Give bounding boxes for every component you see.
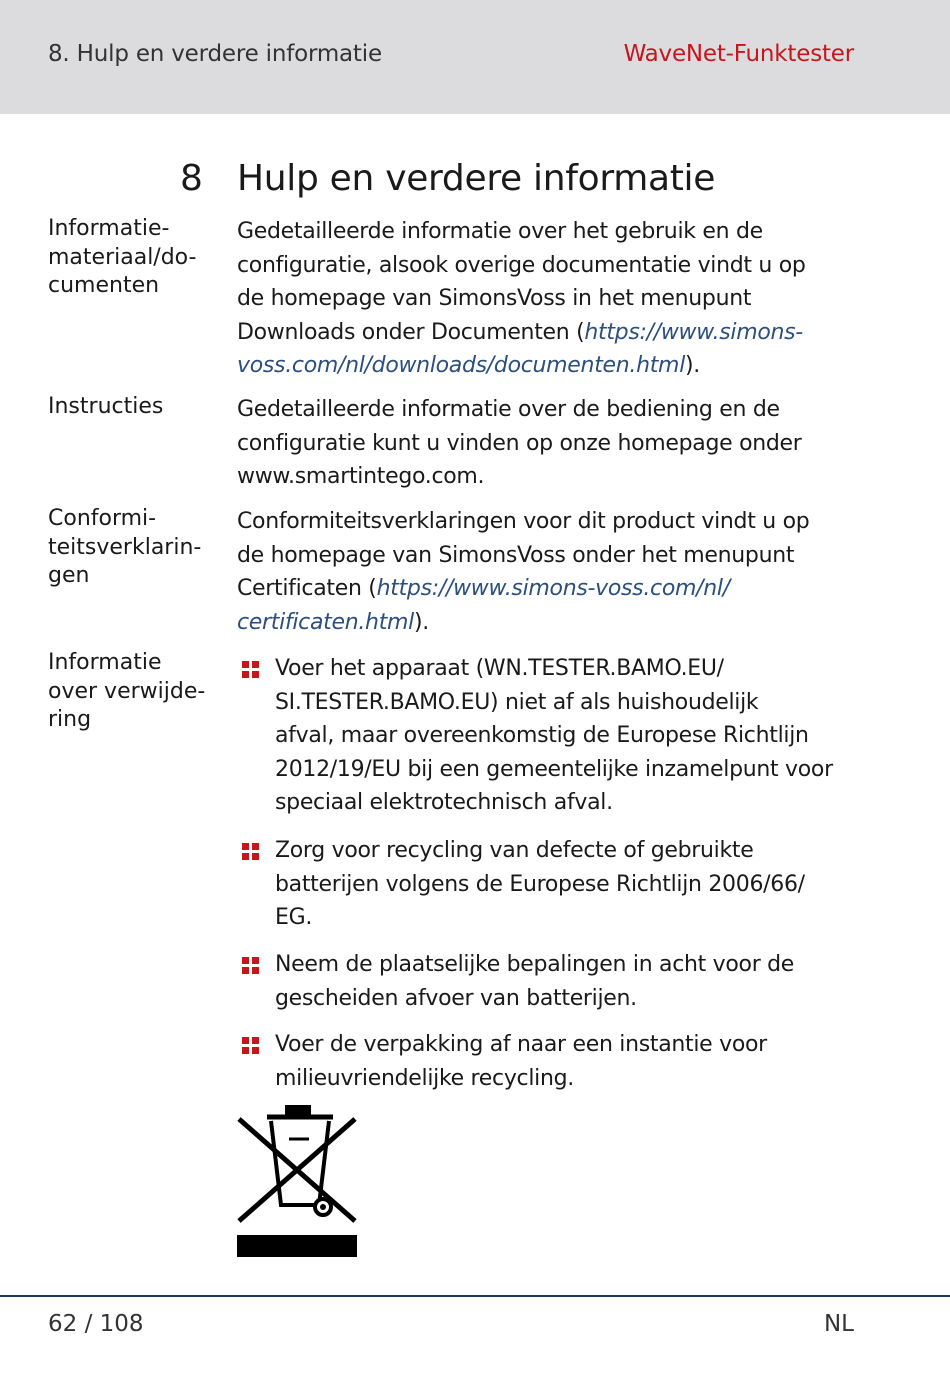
bullet-line: afval, maar overeenkomstig de Europese Richtlijn	[275, 723, 809, 749]
bullet-line: milieuvriendelijke recycling.	[275, 1065, 574, 1091]
info-paragraph	[237, 215, 877, 383]
page-number: 62 / 108	[48, 1311, 144, 1337]
bullet-marker-icon	[242, 843, 260, 861]
margin-label-disposal	[48, 649, 218, 735]
para-line: de homepage van SimonsVoss onder het menupunt	[237, 542, 795, 568]
para-text: ).	[413, 609, 429, 635]
bullet-marker-icon	[242, 1037, 260, 1055]
bullet-text	[275, 1028, 877, 1095]
chapter-title: Hulp en verdere informatie	[237, 158, 716, 199]
para-line: configuratie, alsook overige documentatie vindt u op	[237, 252, 806, 278]
bullet-line: 2012/19/EU bij een gemeentelijke inzamelpunt voor	[275, 756, 833, 782]
bullet-line: EG.	[275, 905, 313, 931]
para-line: www.smartintego.com.	[237, 464, 485, 490]
para-line: de homepage van SimonsVoss in het menupunt	[237, 286, 752, 312]
instructions-paragraph	[237, 393, 877, 494]
para-line	[237, 349, 877, 383]
para-line: configuratie kunt u vinden op onze homepage onder	[237, 430, 802, 456]
margin-label-conformity	[48, 505, 218, 591]
label-line: cumenten	[48, 273, 160, 298]
para-line	[237, 316, 877, 350]
label-line: teitsverklarin-	[48, 534, 202, 560]
para-text: Certificaten (	[237, 576, 377, 602]
bullet-marker-icon	[242, 661, 260, 679]
bullet-text	[275, 948, 877, 1015]
bullet-line: Zorg voor recycling van defecte of gebruikte	[275, 838, 754, 863]
documents-link[interactable]: https://www.simons-	[584, 319, 803, 345]
conformity-paragraph	[237, 505, 877, 639]
label-line: Informatie-	[48, 216, 170, 241]
crossed-out-wheelie-bin-icon	[237, 1105, 357, 1257]
bullet-line: speciaal elektrotechnisch afval.	[275, 790, 613, 816]
para-line: Gedetailleerde informatie over het gebruik en de	[237, 219, 763, 244]
page-header	[0, 0, 950, 114]
disposal-bullet	[237, 948, 877, 1015]
language-code: NL	[823, 1311, 854, 1337]
certificates-link[interactable]: https://www.simons-voss.com/nl/	[376, 576, 730, 602]
disposal-bullet	[237, 1028, 877, 1095]
bullet-marker-icon	[242, 957, 260, 975]
bullet-text	[275, 834, 877, 935]
label-line: ring	[48, 707, 92, 732]
para-line	[237, 606, 877, 640]
certificates-link-cont[interactable]: certificaten.html	[237, 609, 414, 635]
para-line	[237, 572, 877, 606]
bullet-line: batterijen volgens de Europese Richtlijn 2006/66/	[275, 871, 805, 897]
header-product-name: WaveNet-Funktester	[623, 41, 854, 67]
bullet-text	[275, 652, 877, 820]
label-line: Conformi-	[48, 506, 157, 531]
bullet-line: Voer het apparaat (WN.TESTER.BAMO.EU/	[275, 656, 724, 681]
label-line: Informatie	[48, 650, 162, 675]
bullet-line: Neem de plaatselijke bepalingen in acht voor de	[275, 952, 795, 977]
disposal-bullet	[237, 834, 877, 935]
bullet-line: Voer de verpakking af naar een instantie voor	[275, 1032, 767, 1057]
label-line: gen	[48, 563, 90, 588]
margin-label-info	[48, 215, 218, 301]
header-section-title: 8. Hulp en verdere informatie	[48, 41, 382, 67]
margin-label-instructions: Instructies	[48, 394, 164, 419]
footer-divider	[0, 1295, 950, 1297]
label-line: over verwijde-	[48, 678, 206, 704]
para-line: Conformiteitsverklaringen voor dit product vindt u op	[237, 509, 810, 534]
bullet-line: SI.TESTER.BAMO.EU) niet af als huishoudelijk	[275, 689, 759, 715]
bullet-line: gescheiden afvoer van batterijen.	[275, 985, 637, 1011]
para-text: Downloads onder Documenten (	[237, 319, 585, 345]
chapter-number: 8	[180, 158, 203, 199]
documents-link-cont[interactable]: voss.com/nl/downloads/documenten.html	[237, 353, 686, 379]
disposal-bullet	[237, 652, 877, 820]
label-line: materiaal/do-	[48, 244, 197, 270]
para-line: Gedetailleerde informatie over de bediening en de	[237, 397, 780, 422]
para-text: ).	[685, 353, 700, 379]
